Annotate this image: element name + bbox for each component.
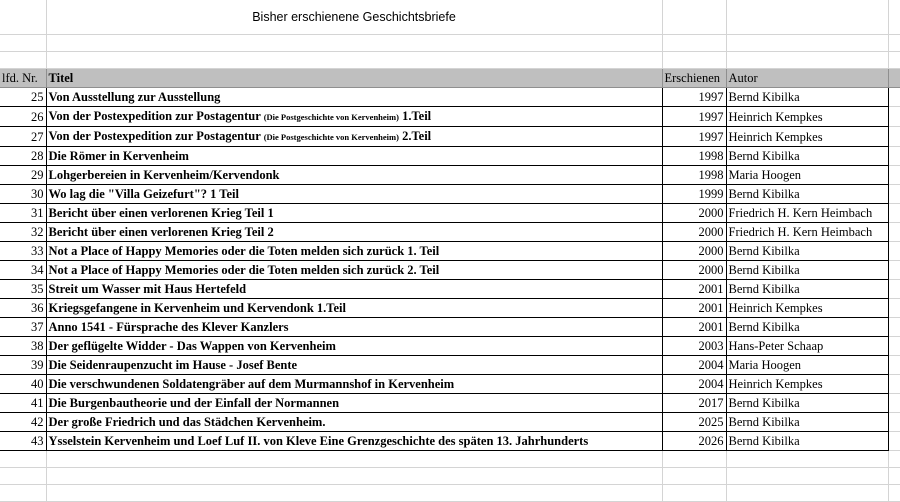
row-number[interactable]: 28 (0, 147, 46, 166)
row-author[interactable]: Friedrich H. Kern Heimbach (726, 223, 888, 242)
row-year[interactable]: 2000 (662, 204, 726, 223)
row-author[interactable]: Bernd Kibilka (726, 147, 888, 166)
row-title[interactable] (46, 88, 662, 107)
cell-empty[interactable] (888, 107, 900, 127)
row-year[interactable]: 2001 (662, 318, 726, 337)
table-row[interactable] (0, 261, 900, 280)
row-title[interactable] (46, 432, 662, 451)
row-author[interactable]: Hans-Peter Schaap (726, 337, 888, 356)
table-row[interactable] (0, 242, 900, 261)
row-number[interactable]: 26 (0, 107, 46, 127)
table-row[interactable] (0, 88, 900, 107)
cell-empty[interactable] (888, 356, 900, 375)
row-year[interactable]: 2003 (662, 337, 726, 356)
row-title[interactable] (46, 280, 662, 299)
row-title[interactable] (46, 337, 662, 356)
cell-empty[interactable] (888, 88, 900, 107)
row-author[interactable]: Heinrich Kempkes (726, 299, 888, 318)
row-author[interactable]: Bernd Kibilka (726, 394, 888, 413)
cell-empty[interactable] (888, 485, 900, 502)
row-title-suffix: 1.Teil (402, 109, 432, 123)
cell-empty[interactable] (662, 52, 726, 69)
cell-empty[interactable] (662, 485, 726, 502)
cell-empty[interactable] (662, 451, 726, 468)
cell-empty[interactable] (46, 485, 662, 502)
cell-empty[interactable] (46, 52, 662, 69)
cell-empty[interactable] (726, 52, 888, 69)
row-number[interactable]: 41 (0, 394, 46, 413)
row-number[interactable]: 32 (0, 223, 46, 242)
row-title-suffix: 2.Teil (402, 129, 432, 143)
row-year[interactable]: 2000 (662, 261, 726, 280)
cell-empty[interactable] (888, 261, 900, 280)
row-number[interactable]: 27 (0, 127, 46, 147)
row-title-text: Die verschwundenen Soldatengräber auf dem Murmannshof in Kervenheim (48, 377, 455, 391)
cell-empty[interactable] (662, 35, 726, 52)
row-year[interactable]: 2001 (662, 280, 726, 299)
row-title-text: Not a Place of Happy Memories oder die Toten melden sich zurück 2. Teil (48, 263, 440, 277)
cell-empty[interactable] (888, 413, 900, 432)
table-row[interactable] (0, 318, 900, 337)
cell-empty[interactable] (0, 451, 46, 468)
row-number[interactable]: 31 (0, 204, 46, 223)
row-title[interactable] (46, 318, 662, 337)
row-title-text: Der große Friedrich und das Städchen Kervenheim. (48, 415, 326, 429)
row-title-text: Bericht über einen verlorenen Krieg Teil 1 (48, 206, 274, 220)
cell-empty[interactable] (888, 468, 900, 485)
row-author[interactable]: Heinrich Kempkes (726, 127, 888, 147)
table-row[interactable] (0, 299, 900, 318)
row-number[interactable]: 36 (0, 299, 46, 318)
row-title[interactable] (46, 356, 662, 375)
row-title-text: Lohgerbereien in Kervenheim/Kervendonk (48, 168, 280, 182)
row-author[interactable]: Maria Hoogen (726, 356, 888, 375)
cell-empty[interactable] (888, 204, 900, 223)
row-title[interactable] (46, 394, 662, 413)
cell-empty[interactable] (888, 242, 900, 261)
row-title[interactable] (46, 261, 662, 280)
row-title-text: Von Ausstellung zur Ausstellung (48, 90, 221, 104)
cell-empty[interactable] (662, 468, 726, 485)
cell-empty[interactable] (888, 185, 900, 204)
row-title[interactable] (46, 223, 662, 242)
row-title-text: Der geflügelte Widder - Das Wappen von Kervenheim (48, 339, 336, 353)
table-row[interactable] (0, 107, 900, 127)
cell-empty[interactable] (46, 468, 662, 485)
cell-empty[interactable] (888, 127, 900, 147)
row-title-note: (Die Postgeschichte von Kervenheim) (263, 112, 399, 122)
cell-empty[interactable] (888, 223, 900, 242)
row-number[interactable]: 42 (0, 413, 46, 432)
table-row[interactable] (0, 185, 900, 204)
row-year[interactable]: 1997 (662, 88, 726, 107)
table-row[interactable] (0, 166, 900, 185)
row-title[interactable] (46, 107, 662, 127)
cell-empty[interactable] (888, 337, 900, 356)
row-title-text: Not a Place of Happy Memories oder die Toten melden sich zurück 1. Teil (48, 244, 440, 258)
header-author[interactable]: Autor (726, 69, 888, 88)
row-year[interactable]: 2000 (662, 223, 726, 242)
cell-empty[interactable] (726, 0, 888, 35)
row-title-text: Die Römer in Kervenheim (48, 149, 189, 163)
row-number[interactable]: 30 (0, 185, 46, 204)
table-row[interactable] (0, 413, 900, 432)
row-year[interactable]: 1997 (662, 127, 726, 147)
row-year[interactable]: 2001 (662, 299, 726, 318)
row-number[interactable]: 25 (0, 88, 46, 107)
row-author[interactable]: Bernd Kibilka (726, 185, 888, 204)
cell-empty[interactable] (888, 52, 900, 69)
cell-empty[interactable] (0, 52, 46, 69)
row-year[interactable]: 2004 (662, 375, 726, 394)
row-year[interactable]: 2025 (662, 413, 726, 432)
cell-empty[interactable] (0, 0, 46, 35)
cell-empty[interactable] (888, 0, 900, 35)
row-title-text: Kriegsgefangene in Kervenheim und Kervendonk 1.Teil (48, 301, 346, 315)
row-title-text: Die Burgenbautheorie und der Einfall der Normannen (48, 396, 340, 410)
cell-empty[interactable] (46, 35, 662, 52)
row-number[interactable]: 33 (0, 242, 46, 261)
row-title[interactable] (46, 166, 662, 185)
cell-empty[interactable] (888, 280, 900, 299)
row-title-text: Streit um Wasser mit Haus Hertefeld (48, 282, 247, 296)
row-title-text: Die Seidenraupenzucht im Hause - Josef Bente (48, 358, 298, 372)
cell-empty[interactable] (0, 468, 46, 485)
row-number[interactable]: 40 (0, 375, 46, 394)
cell-empty[interactable] (888, 432, 900, 451)
cell-empty[interactable] (662, 0, 726, 35)
cell-empty[interactable] (888, 147, 900, 166)
row-year[interactable]: 1998 (662, 166, 726, 185)
row-title[interactable] (46, 147, 662, 166)
header-year[interactable]: Erschienen (662, 69, 726, 88)
table-row[interactable] (0, 280, 900, 299)
row-title[interactable] (46, 375, 662, 394)
sheet-title[interactable]: Bisher erschienene Geschichtsbriefe (46, 0, 662, 35)
row-year[interactable]: 1997 (662, 107, 726, 127)
row-number[interactable]: 37 (0, 318, 46, 337)
table-row[interactable] (0, 375, 900, 394)
row-author[interactable]: Maria Hoogen (726, 166, 888, 185)
row-year[interactable]: 1998 (662, 147, 726, 166)
header-empty[interactable] (888, 69, 900, 88)
row-title-text: Von der Postexpedition zur Postagentur (48, 109, 261, 123)
row-author[interactable]: Bernd Kibilka (726, 242, 888, 261)
cell-empty[interactable] (888, 35, 900, 52)
row-author[interactable]: Heinrich Kempkes (726, 375, 888, 394)
row-year[interactable]: 1999 (662, 185, 726, 204)
row-title[interactable] (46, 127, 662, 147)
row-title[interactable] (46, 299, 662, 318)
header-title[interactable]: Titel (46, 69, 662, 88)
table-row[interactable] (0, 356, 900, 375)
table-row[interactable] (0, 394, 900, 413)
table-row[interactable] (0, 204, 900, 223)
row-title-text: Anno 1541 - Fürsprache des Klever Kanzlers (48, 320, 289, 334)
row-number[interactable]: 35 (0, 280, 46, 299)
row-author[interactable]: Bernd Kibilka (726, 432, 888, 451)
table-row[interactable] (0, 432, 900, 451)
cell-empty[interactable] (888, 451, 900, 468)
row-number[interactable]: 34 (0, 261, 46, 280)
row-number[interactable]: 38 (0, 337, 46, 356)
cell-empty[interactable] (726, 468, 888, 485)
row-author[interactable]: Bernd Kibilka (726, 413, 888, 432)
row-year[interactable]: 2017 (662, 394, 726, 413)
row-author[interactable]: Bernd Kibilka (726, 88, 888, 107)
cell-empty[interactable] (46, 451, 662, 468)
table-row[interactable] (0, 147, 900, 166)
row-author[interactable]: Friedrich H. Kern Heimbach (726, 204, 888, 223)
cell-empty[interactable] (888, 166, 900, 185)
cell-empty[interactable] (726, 451, 888, 468)
row-number[interactable]: 29 (0, 166, 46, 185)
row-title-text: Wo lag die "Villa Geizefurt"? 1 Teil (48, 187, 239, 201)
row-year[interactable]: 2026 (662, 432, 726, 451)
row-title-text: Ysselstein Kervenheim und Loef Luf II. von Kleve Eine Grenzgeschichte des späten 13. Jahrhunderts (48, 434, 589, 448)
cell-empty[interactable] (0, 35, 46, 52)
cell-empty[interactable] (726, 485, 888, 502)
row-number[interactable]: 43 (0, 432, 46, 451)
row-author[interactable]: Bernd Kibilka (726, 261, 888, 280)
row-title[interactable] (46, 204, 662, 223)
cell-empty[interactable] (0, 485, 46, 502)
row-author[interactable]: Heinrich Kempkes (726, 107, 888, 127)
header-nr[interactable]: lfd. Nr. (0, 69, 46, 88)
row-year[interactable]: 2000 (662, 242, 726, 261)
row-year[interactable]: 2004 (662, 356, 726, 375)
row-title[interactable] (46, 413, 662, 432)
cell-empty[interactable] (888, 394, 900, 413)
table-row[interactable] (0, 223, 900, 242)
row-title[interactable] (46, 242, 662, 261)
row-title-note: (Die Postgeschichte von Kervenheim) (263, 132, 399, 142)
table-row[interactable] (0, 127, 900, 147)
cell-empty[interactable] (888, 318, 900, 337)
row-title-text: Von der Postexpedition zur Postagentur (48, 129, 261, 143)
cell-empty[interactable] (726, 35, 888, 52)
cell-empty[interactable] (888, 375, 900, 394)
row-title[interactable] (46, 185, 662, 204)
row-title-text: Bericht über einen verlorenen Krieg Teil 2 (48, 225, 274, 239)
row-author[interactable]: Bernd Kibilka (726, 280, 888, 299)
cell-empty[interactable] (888, 299, 900, 318)
row-number[interactable]: 39 (0, 356, 46, 375)
row-author[interactable]: Bernd Kibilka (726, 318, 888, 337)
table-row[interactable] (0, 337, 900, 356)
